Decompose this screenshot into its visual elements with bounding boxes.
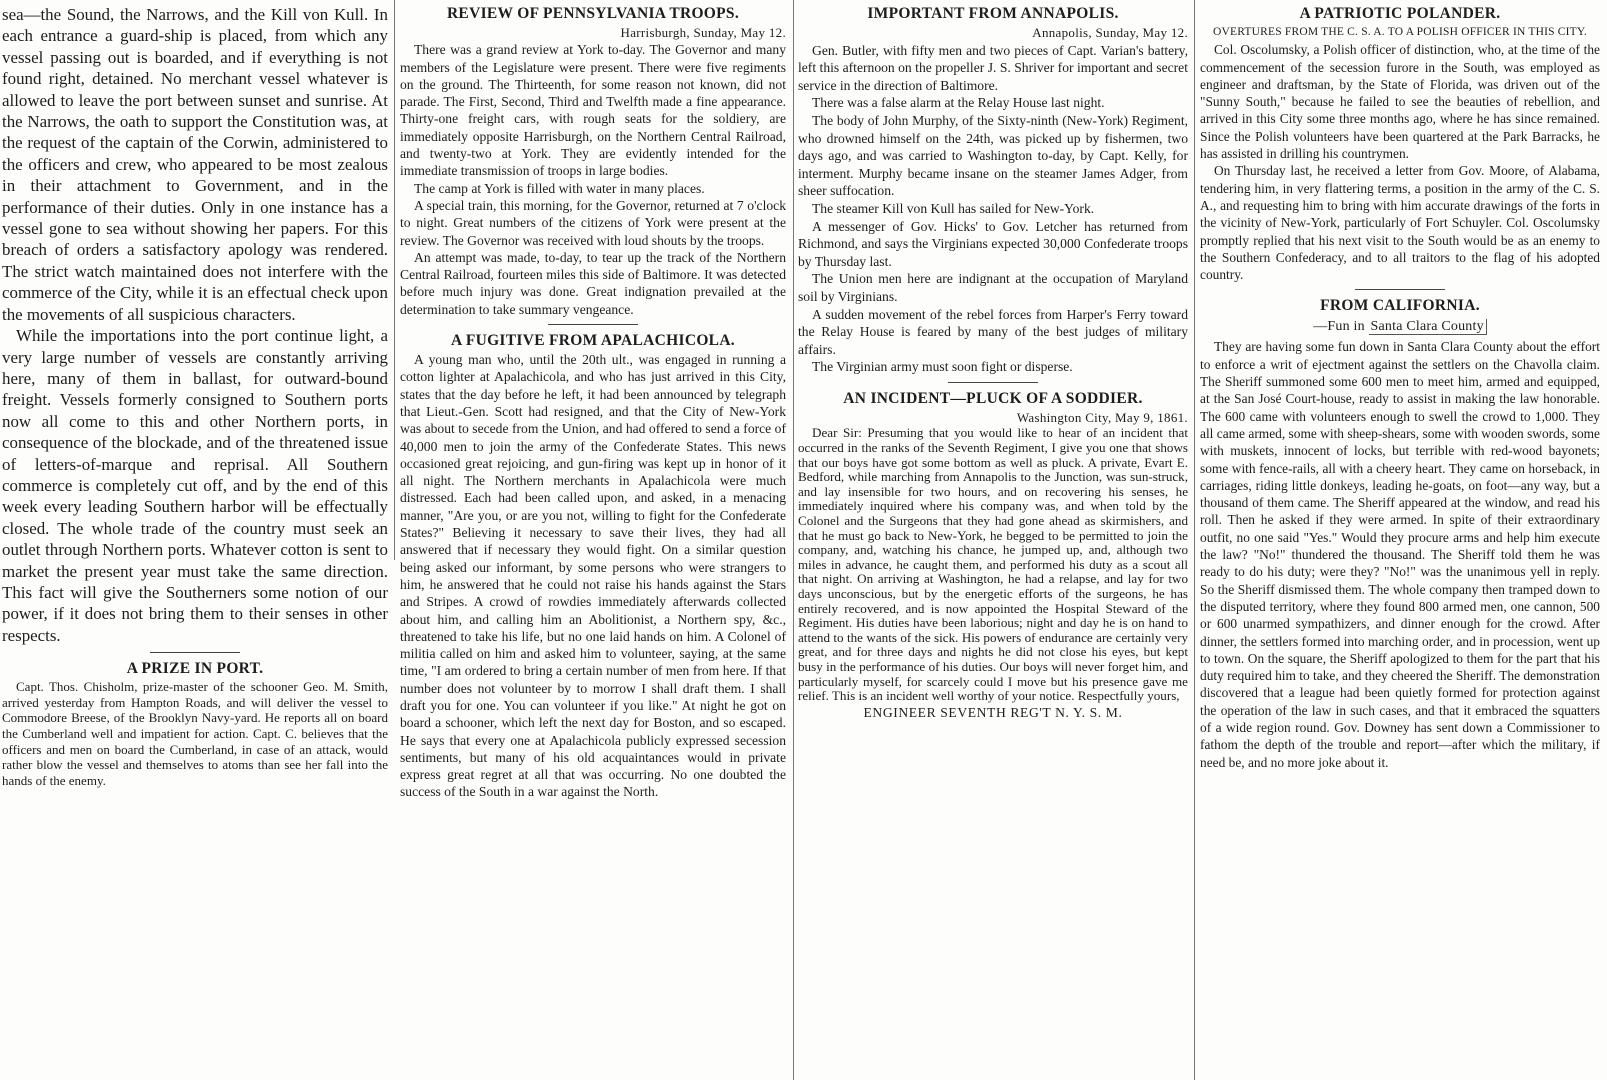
subheadline-place: Santa Clara County (1369, 319, 1487, 335)
dateline: Washington City, May 9, 1861. (1016, 409, 1188, 425)
article-paragraph: Dear Sir: Presuming that you would like to hear of an incident that occurred in the ranks of the Seventh Regiment, I give you one that shows that our boys have got some bottom as well as pluck. A private, Evart E. Bedford, while marching from Annapolis to the Junction, was sun-struck, and lay insensible for two hours, and on recovering his senses, he immediately inquired where his company was, and when told by the Colonel and the Surgeons that they had gone ahead as skirmishers, and that he must go back to New-York, he begged to be permitted to join the company, and, watching his chance, he jumped up, and, although two miles in advance, he caught them, and performed his duty as a scout all that night. On arriving at Washington, he had a relapse, and lay for two days unconscious, but by the energetic efforts of the surgeons, he has entirely recovered, and is now appointed the Hospital Steward of the Regiment. His duties have been laborious; night and day he is on hand to attend to the wants of the sick. His powers of endurance are certainly very great, and for three days and nights he did not close his eyes, but kept busy in the performance of his duties. Our boys will never forget him, and particularly myself, for scarcely could I move but his presence gave me relief. This is an incident well worthy of your notice. Respectfully yours, (798, 425, 1188, 704)
article-paragraph: The steamer Kill von Kull has sailed for New-York. (812, 200, 1095, 216)
article-paragraph: Col. Oscolumsky, a Polish officer of distinction, who, at the time of the commencement of the secession furore in the South, was employed as engineer and draftsman, by the State of Florida, was driven out of the "Sunny South," because he failed to see the beauties of rebellion, and arrived in this City some three months ago, where he has since remained. Since the Polish volunteers have been quartered at the Park Barracks, he has assisted in drilling his countrymen. (1200, 42, 1600, 162)
subheadline-prefix: —Fun in (1313, 319, 1365, 335)
article-paragraph: The camp at York is filled with water in many places. (414, 180, 705, 196)
article-paragraph: A messenger of Gov. Hicks' to Gov. Letcher has returned from Richmond, and says the Virginians expected 30,000 Confederate troops by Thursday last. (798, 218, 1188, 269)
section-divider (150, 652, 240, 653)
headline-review-pennsylvania-troops: REVIEW OF PENNSYLVANIA TROOPS. (446, 5, 740, 22)
subheadline (1200, 316, 1600, 338)
section-divider (548, 324, 638, 325)
article-paragraph: Gen. Butler, with fifty men and two pieces of Capt. Varian's battery, left this afternoon on the propeller J. S. Shriver for important and secret service in the direction of Baltimore. (798, 42, 1188, 93)
headline-incident-pluck: AN INCIDENT—PLUCK OF A SODDIER. (843, 389, 1143, 407)
article-paragraph: A sudden movement of the rebel forces from Harper's Ferry toward the Relay House is feared by many of the best judges of military affairs. (798, 306, 1188, 357)
article-paragraph: Capt. Thos. Chisholm, prize-master of the schooner Geo. M. Smith, arrived yesterday from Hampton Roads, and will deliver the vessel to Commodore Breese, of the Brooklyn Navy-yard. He reports all on board the Cumberland well and impatient for action. Capt. C. believes that the officers and men on board the Cumberland, in case of an attack, would rather blow the vessel and themselves to atoms than see her fall into the hands of the enemy. (2, 679, 388, 788)
subheadline: OVERTURES FROM THE C. S. A. TO A POLISH OFFICER IN THIS CITY. (1212, 26, 1588, 38)
column-rule (1194, 0, 1195, 1080)
headline-from-california: FROM CALIFORNIA. (1320, 297, 1480, 315)
column-3 (798, 4, 1188, 721)
article-paragraph: While the importations into the port continue light, a very large number of vessels are constantly arriving here, many of them in ballast, for outward-bound freight. Vessels formerly consigned to Southern ports now all come to this and other Northern ports, in consequence of the blockade, and of the threatened issue of letters-of-marque and reprisal. All Southern commerce is completely cut off, and by the end of this week every leading Southern harbor will be effectually closed. The whole trade of the country must seek an outlet through Northern ports. Whatever cotton is sent to market the present year must take the same direction. This fact will give the Southerners some notion of our power, if it does not bring them to their senses in other respects. (2, 326, 388, 645)
column-1 (2, 4, 388, 788)
column-rule (394, 0, 395, 560)
article-paragraph: sea—the Sound, the Narrows, and the Kill von Kull. In each entrance a guard-ship is placed, from which any vessel passing out is boarded, and if everything is not found right, detained. No merchant vessel whatever is allowed to leave the port between sunset and sunrise. At the Narrows, the oath to support the Constitution was, at the request of the captain of the Corwin, administered to the officers and crew, who appeared to be most zealous in their attachment to Government, and in the performance of their duties. Only in one instance has a vessel gone to sea without showing her papers. For this breach of orders a satisfactory apology was rendered. The strict watch maintained does not interfere with the commerce of the City, while it is an effectual check upon the movements of all suspicious characters. (2, 5, 388, 324)
headline-fugitive-apalachicola: A FUGITIVE FROM APALACHICOLA. (451, 332, 735, 350)
article-paragraph: The Union men here are indignant at the occupation of Maryland soil by Virginians. (798, 271, 1188, 304)
article-paragraph: There was a grand review at York to-day. The Governor and many members of the Legislature were present. There were five regiments on the ground. The Thirteenth, for some reason not known, did not parade. The First, Second, Third and Twelfth made a fine appearance. Thirty-one freight cars, with rough seats for the soldiery, are immediately opposite Harrisburgh, on the Northern Central Railroad, and twenty-two at York. They are evidently intended for the immediate transmission of troops in large bodies. (400, 42, 786, 179)
article-paragraph: A young man who, until the 20th ult., was engaged in running a cotton lighter at Apalachicola, and who has just arrived in this City, states that the day before he left, it had been announced by telegraph that Lieut.-Gen. Scott had resigned, and that the City of New-York was about to secede from the Union, and had offered to send a force of 40,000 men to join the army of the Confederate States. This news occasioned great rejoicing, and gun-firing was kept up in honor of it all night. The Northern merchants in Apalachicola were much distressed. Each had been called upon, and asked, in a menacing manner, "Are you, or are you not, willing to fight for the Confederate States?" Believing it necessary to save their lives, they had all answered that if necessary they would fight. On a similar question being asked our informant, by some persons who were strangers to him, he answered that he could not raise his hands against the Stars and Stripes. A crowd of rowdies immediately afterwards collected about him, and calling him an Abolitionist, a Northern spy, &c., threatened to take his life, but no one laid hands on him. A Colonel of militia called on him and asked him to volunteer, saying, at the same time, "I am ordered to bring a certain number of men from here. If that number does not volunteer by to morrow I shall draft them. I shall draft you for one. You can volunteer if you like." At night he got on board a schooner, which left the next day for Boston, and so escaped. He says that every one at Apalachicola publicly expressed secession sentiments, but many of his old acquaintances would in private express great regret at all that was occurring. No one doubted the success of the South in a war against the North. (400, 352, 786, 800)
section-divider (1355, 289, 1445, 290)
dateline: Annapolis, Sunday, May 12. (1032, 25, 1188, 40)
dateline: Harrisburgh, Sunday, May 12. (620, 25, 786, 40)
headline-patriotic-polander: A PATRIOTIC POLANDER. (1299, 5, 1501, 22)
article-paragraph: They are having some fun down in Santa Clara County about the effort to enforce a writ of ejectment against the settlers on the Chavolla claim. The Sheriff summoned some 600 men to meet him, armed and equipped, at the San José Court-house, ready to assist in making the law honorable. The 600 came with volunteers enough to swell the crowd to 1,000. They all came armed, some with sheep-shears, some with wooden swords, some with muskets, innocent of locks, but terrible with red-wood bayonets; some with fence-rails, all with a cheery heart. They came on horseback, in carriages, riding little donkeys, leading he-goats, on foot—any way, but a thousand of them came. The Sheriff appeared at the window, and read his roll. Then he asked if they were armed. In spite of their extraordinary outfit, no one said "Yes." Would they procure arms and help him execute the law? "No!" thundered the thousand. The Sheriff told them he was ready to do his duty; were they? "No!" was the unanimous yell in reply. So the Sheriff dismissed them. The whole company then tramped down to the disputed territory, where they found 800 armed men, one cannon, 500 or 600 unarmed sympathizers, and dinner enough for the crowd. After dinner, the settlers formed into marching order, and in procession, went up to town. On the square, the Sheriff apologized to them for the part that his duty required him to take, and they cheered the Sheriff. The demonstration discovered that a league had been quietly formed for protection against the operation of the law in such cases, and that it embraced the squatters of a wide region round. Gov. Downey has sent down a Commissioner to fathom the depth of the trouble and report—after which the military, if need be, and no more joke about it. (1200, 339, 1600, 770)
signature: ENGINEER SEVENTH REG'T N. Y. S. M. (863, 704, 1123, 720)
article-paragraph: The Virginian army must soon fight or disperse. (812, 359, 1073, 375)
column-4 (1200, 4, 1600, 771)
article-paragraph: A special train, this morning, for the Governor, returned at 7 o'clock to night. Great numbers of the citizens of York were present at the review. The Governor was received with loud shouts by the troops. (400, 197, 786, 248)
column-2 (400, 4, 786, 801)
article-paragraph: On Thursday last, he received a letter from Gov. Moore, of Alabama, tendering him, in very flattering terms, a position in the army of the C. S. A., and requesting him to bring with him accurate drawings of the forts in the vicinity of New-York, particularly of Fort Schuyler. Col. Oscolumsky promptly replied that his next visit to the South would be as an enemy to the Southern Confederacy, and to all traitors to the flag of his adopted country. (1200, 163, 1600, 283)
article-paragraph: An attempt was made, to-day, to tear up the track of the Northern Central Railroad, fourteen miles this side of Baltimore. It was detected before much injury was done. Great indignation prevailed at the determination to take summary vengeance. (400, 249, 786, 317)
column-rule (793, 0, 794, 1080)
headline-prize-in-port: A PRIZE IN PORT. (126, 660, 264, 678)
headline-important-from-annapolis: IMPORTANT FROM ANNAPOLIS. (867, 5, 1119, 22)
article-paragraph: The body of John Murphy, of the Sixty-ninth (New-York) Regiment, who drowned himself on the 24th, was picked up by fishermen, two days ago, and was carried to Washington to-day, by Capt. Kelly, for interment. Murphy became insane on the steamer James Adger, from sheer suffocation. (798, 112, 1188, 199)
article-paragraph: There was a false alarm at the Relay House last night. (812, 95, 1105, 111)
section-divider (948, 382, 1038, 383)
